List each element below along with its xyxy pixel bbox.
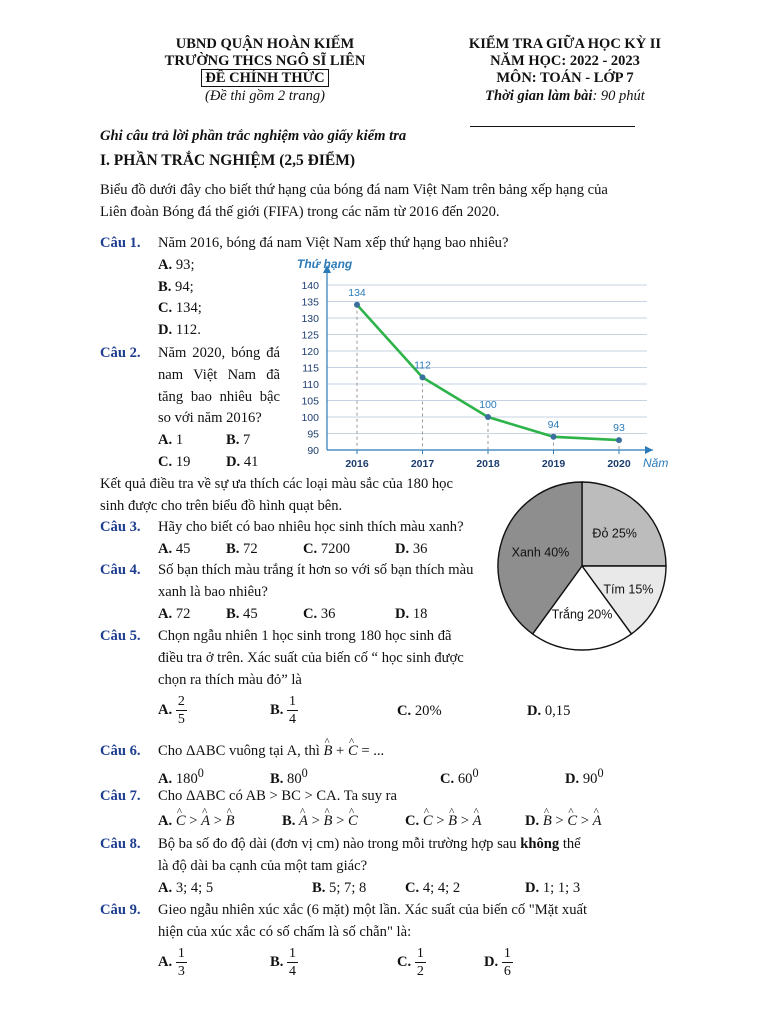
line-chart-x-axis-label: Năm bbox=[643, 456, 669, 470]
pie-label-0: Đỏ 25% bbox=[592, 526, 637, 541]
q9-line-2: hiện của xúc xắc có số chấm là số chẵn" là: bbox=[158, 924, 412, 940]
official-exam-label: ĐỀ CHÍNH THỨC bbox=[201, 69, 328, 87]
q1-option-a: A. 93; bbox=[158, 257, 195, 273]
x-tick-2019: 2019 bbox=[541, 458, 566, 470]
q6-text: Cho ΔABC vuông tại A, thì ^ B + ^ C = ... bbox=[158, 740, 384, 762]
data-label-2020: 93 bbox=[613, 422, 625, 435]
q6-option-d: D. $90^0$ bbox=[565, 766, 604, 787]
q3-option-a: A. 45 bbox=[158, 541, 191, 557]
exam-title: KIỂM TRA GIỮA HỌC KỲ II bbox=[468, 36, 662, 52]
q2-line-3: tăng bao nhiêu bậc bbox=[158, 389, 280, 405]
q9-option-a-fraction: $\frac{1}{3}$ bbox=[177, 946, 185, 979]
q2-label: Câu 2. bbox=[100, 345, 141, 361]
pie-intro-line-1: Kết quả điều tra về sự ưa thích các loại màu sắc của 180 học bbox=[100, 476, 453, 492]
pie-label-2: Trắng 20% bbox=[551, 607, 613, 622]
pie-slice-0 bbox=[582, 482, 666, 566]
instruction-text: Ghi câu trả lời phần trắc nghiệm vào giấy kiểm tra bbox=[100, 128, 407, 144]
data-point-2019 bbox=[551, 434, 557, 440]
angle-b: ^ B bbox=[323, 740, 332, 762]
q5-label: Câu 5. bbox=[100, 628, 141, 644]
q7-option-a: A. ^ C > ^ A > ^ B bbox=[158, 810, 235, 832]
y-tick-90: 90 bbox=[307, 445, 319, 457]
exam-time-label: Thời gian làm bài bbox=[485, 88, 593, 104]
q5-option-b-fraction: $\frac{1}{4}$ bbox=[289, 694, 297, 727]
q3-option-d: D. 36 bbox=[395, 541, 428, 557]
q9-option-a: A. $\frac{1}{3}$ bbox=[158, 946, 185, 979]
y-tick-105: 105 bbox=[301, 395, 319, 408]
q6-option-c: C. $60^0$ bbox=[440, 766, 479, 787]
line-chart-y-axis-label: Thứ hạng bbox=[297, 257, 353, 271]
q5-option-a-fraction: $\frac{2}{5}$ bbox=[177, 694, 185, 727]
q4-label: Câu 4. bbox=[100, 562, 141, 578]
pie-label-3: Xanh 40% bbox=[511, 545, 570, 560]
q8-option-c: C. 4; 4; 2 bbox=[405, 880, 461, 896]
exam-time bbox=[440, 88, 690, 105]
q8-option-a: A. 3; 4; 5 bbox=[158, 880, 214, 896]
y-tick-100: 100 bbox=[301, 412, 319, 424]
x-tick-2020: 2020 bbox=[607, 458, 631, 470]
q4-option-b: B. 45 bbox=[226, 606, 258, 622]
q8-label: Câu 8. bbox=[100, 836, 141, 852]
y-tick-140: 140 bbox=[301, 280, 319, 292]
q3-label: Câu 3. bbox=[100, 519, 141, 535]
fifa-ranking-line-chart bbox=[285, 252, 669, 474]
line-chart-drop-lines bbox=[357, 305, 619, 450]
line-chart-y-ticks bbox=[301, 280, 319, 457]
q8-option-b: B. 5; 7; 8 bbox=[312, 880, 367, 896]
q3-text: Hãy cho biết có bao nhiêu học sinh thích màu xanh? bbox=[158, 519, 464, 535]
y-tick-130: 130 bbox=[301, 313, 319, 325]
y-tick-95: 95 bbox=[307, 428, 319, 441]
q2-option-d: D. 41 bbox=[226, 454, 259, 470]
data-point-2016 bbox=[354, 302, 360, 308]
q9-option-b-fraction: $\frac{1}{4}$ bbox=[289, 946, 297, 979]
q9-option-c-fraction: $\frac{1}{2}$ bbox=[416, 946, 424, 979]
q5-option-c: C. 20% bbox=[397, 703, 442, 719]
q9-label: Câu 9. bbox=[100, 902, 141, 918]
official-exam-stamp bbox=[145, 70, 385, 87]
x-tick-2018: 2018 bbox=[476, 458, 500, 470]
q6-option-a: A. $180^0$ bbox=[158, 766, 204, 787]
exam-time-value: : 90 phút bbox=[592, 88, 645, 104]
q2-option-b: B. 7 bbox=[226, 432, 251, 448]
y-tick-115: 115 bbox=[302, 362, 319, 375]
data-label-2018: 100 bbox=[479, 399, 497, 411]
q8-line-2: là độ dài ba cạnh của một tam giác? bbox=[158, 858, 368, 874]
pie-intro-line-2: sinh được cho trên biểu đồ hình quạt bên. bbox=[100, 498, 343, 514]
q7-label: Câu 7. bbox=[100, 788, 141, 804]
data-label-2016: 134 bbox=[348, 286, 366, 299]
q2-line-4: so với năm 2016? bbox=[158, 410, 262, 426]
q5-option-d: D. 0,15 bbox=[527, 703, 571, 719]
x-tick-2017: 2017 bbox=[410, 458, 435, 470]
subject: MÔN: TOÁN - LỚP 7 bbox=[496, 70, 634, 86]
q4-option-d: D. 18 bbox=[395, 606, 428, 622]
y-tick-120: 120 bbox=[301, 346, 319, 358]
school-year: NĂM HỌC: 2022 - 2023 bbox=[490, 53, 640, 69]
q9-line-1: Gieo ngẫu nhiên xúc xắc (6 mặt) một lần. Xác suất của biến cố "Mặt xuất bbox=[158, 902, 588, 918]
q5-line-2: điều tra ở trên. Xác suất của biến cố “ học sinh được bbox=[158, 650, 464, 666]
q9-option-c: C. $\frac{1}{2}$ bbox=[397, 946, 424, 979]
q9-option-b: B. $\frac{1}{4}$ bbox=[270, 946, 297, 979]
q4-option-a: A. 72 bbox=[158, 606, 191, 622]
y-tick-110: 110 bbox=[302, 379, 319, 391]
data-label-2019: 94 bbox=[547, 418, 560, 431]
line-chart-grid bbox=[327, 285, 647, 434]
line-chart-x-ticks bbox=[345, 450, 631, 470]
data-point-2020 bbox=[616, 437, 622, 443]
q4-line-1: Số bạn thích màu trắng ít hơn so với số bạn thích màu bbox=[158, 562, 474, 578]
header-divider bbox=[470, 126, 635, 127]
q4-option-c: C. 36 bbox=[303, 606, 336, 622]
q7-option-b: B. ^ A > ^ B > ^ C bbox=[282, 810, 358, 832]
q9-option-d: D. $\frac{1}{6}$ bbox=[484, 946, 511, 979]
data-label-2017: 112 bbox=[414, 359, 431, 372]
q1-label: Câu 1. bbox=[100, 235, 141, 251]
q6-option-b: B. $80^0$ bbox=[270, 766, 308, 787]
school-district: UBND QUẬN HOÀN KIẾM bbox=[175, 36, 355, 52]
pie-label-1: Tím 15% bbox=[603, 582, 654, 597]
line-chart-data-labels bbox=[348, 287, 625, 434]
q1-text: Năm 2016, bóng đá nam Việt Nam xếp thứ hạng bao nhiêu? bbox=[158, 235, 509, 251]
q1-option-c: C. 134; bbox=[158, 300, 202, 316]
school-name: TRƯỜNG THCS NGÔ SĨ LIÊN bbox=[164, 53, 366, 69]
q7-text: Cho ΔABC có AB > BC > CA. Ta suy ra bbox=[158, 788, 398, 804]
q3-option-b: B. 72 bbox=[226, 541, 258, 557]
q3-option-c: C. 7200 bbox=[303, 541, 351, 557]
line-chart-series bbox=[354, 302, 622, 443]
q6-label: Câu 6. bbox=[100, 743, 141, 759]
q5-line-1: Chọn ngẫu nhiên 1 học sinh trong 180 học sinh đã bbox=[158, 628, 452, 644]
color-preference-pie-chart bbox=[494, 478, 670, 654]
data-point-2017 bbox=[420, 374, 426, 380]
q9-option-d-fraction: $\frac{1}{6}$ bbox=[503, 946, 511, 979]
q2-option-a: A. 1 bbox=[158, 432, 184, 448]
data-point-2018 bbox=[485, 414, 491, 420]
y-tick-125: 125 bbox=[301, 329, 319, 342]
q2-option-c: C. 19 bbox=[158, 454, 191, 470]
angle-c: ^ C bbox=[348, 740, 358, 762]
q2-line-2: nam Việt Nam đã bbox=[158, 367, 280, 383]
q1-option-d: D. 112. bbox=[158, 322, 201, 338]
q7-option-c: C. ^ C > ^ B > ^ A bbox=[405, 810, 482, 832]
q5-option-a: A. $\frac{2}{5}$ bbox=[158, 694, 185, 727]
q8-option-d: D. 1; 1; 3 bbox=[525, 880, 581, 896]
page-count-note: (Đề thi gồm 2 trang) bbox=[204, 88, 325, 104]
q1-option-b: B. 94; bbox=[158, 279, 194, 295]
x-axis-arrow bbox=[645, 446, 653, 454]
section-title: I. PHẦN TRẮC NGHIỆM (2,5 ĐIỂM) bbox=[100, 152, 356, 169]
intro-line-1: Biểu đồ dưới đây cho biết thứ hạng của bóng đá nam Việt Nam trên bảng xếp hạng của bbox=[100, 182, 608, 198]
pie-chart-slices bbox=[498, 482, 666, 650]
intro-line-2: Liên đoàn Bóng đá thế giới (FIFA) trong các năm từ 2016 đến 2020. bbox=[100, 204, 500, 220]
q8-line-1: Bộ ba số đo độ dài (đơn vị cm) nào trong mỗi trường hợp sau không thể bbox=[158, 836, 581, 852]
q5-option-b: B. $\frac{1}{4}$ bbox=[270, 694, 297, 727]
y-tick-135: 135 bbox=[301, 296, 319, 309]
q4-line-2: xanh là bao nhiêu? bbox=[158, 584, 268, 600]
x-tick-2016: 2016 bbox=[345, 458, 369, 470]
q5-line-3: chọn ra thích màu đỏ” là bbox=[158, 672, 302, 688]
q7-option-d: D. ^ B > ^ C > ^ A bbox=[525, 810, 602, 832]
q2-line-1: Năm 2020, bóng đá bbox=[158, 345, 280, 361]
